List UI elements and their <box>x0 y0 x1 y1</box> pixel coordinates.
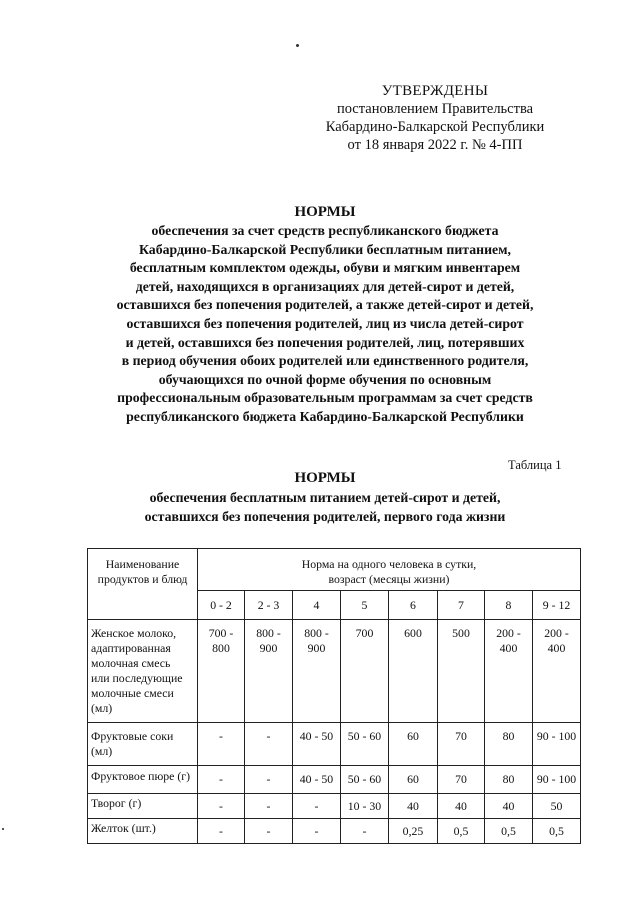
norm-value: 40 <box>485 794 533 819</box>
norm-value <box>485 620 533 723</box>
product-name <box>88 620 198 723</box>
table-header-name <box>88 549 198 620</box>
norm-value: 50 - 60 <box>341 766 389 794</box>
main-norms-line: обучающихся по очной форме обучения по основным <box>158 371 492 387</box>
name-line: молочные смеси <box>91 686 174 700</box>
table-header-norm <box>198 549 581 591</box>
header-line: продуктов и блюд <box>97 572 188 586</box>
norm-value: - <box>198 794 245 819</box>
norm-value <box>198 620 245 723</box>
norm-value: - <box>341 819 389 844</box>
norm-value: - <box>198 766 245 794</box>
scan-dot-mark <box>296 44 299 47</box>
approval-line: Кабардино-Балкарской Республики <box>325 119 545 135</box>
table-row <box>88 794 581 819</box>
norm-value: 60 <box>389 723 438 766</box>
main-norms-title: НОРМЫ <box>294 204 356 220</box>
main-norms-line: оставшихся без попечения родителей, лиц из числа детей-сирот <box>126 315 524 331</box>
norm-value: 70 <box>438 723 485 766</box>
norm-value <box>533 620 581 723</box>
value-line: 600 <box>404 626 422 640</box>
norm-value: 40 - 50 <box>293 766 341 794</box>
name-line: Фруктовые соки <box>91 729 174 743</box>
norm-value: 0,5 <box>438 819 485 844</box>
norm-value: - <box>293 794 341 819</box>
table-norms-title: НОРМЫ <box>294 470 356 486</box>
product-name: Творог (г) <box>88 794 198 819</box>
main-norms-line: и детей, оставшихся без попечения родителей, лиц, потерявших <box>125 334 525 350</box>
norm-value: 50 - 60 <box>341 723 389 766</box>
header-line: Наименование <box>105 557 180 571</box>
norm-value: - <box>245 766 293 794</box>
norm-value: 0,5 <box>485 819 533 844</box>
norm-value: 50 <box>533 794 581 819</box>
main-norms-line: профессиональным образовательным программам за счет средств <box>117 390 533 406</box>
value-line: 200 - <box>496 626 521 640</box>
norm-value: 0,5 <box>533 819 581 844</box>
table-row <box>88 723 581 766</box>
main-norms-subtitle <box>0 222 640 427</box>
value-line: 700 <box>355 626 374 640</box>
value-line: 800 - <box>256 626 281 640</box>
norm-value: 40 - 50 <box>293 723 341 766</box>
product-name: Фруктовое пюре (г) <box>88 766 198 794</box>
norm-value: - <box>198 819 245 844</box>
norm-value <box>438 620 485 723</box>
norm-value <box>341 620 389 723</box>
table-row <box>88 620 581 723</box>
norm-value: 80 <box>485 723 533 766</box>
norm-value: 90 - 100 <box>533 723 581 766</box>
approval-heading: УТВЕРЖДЕНЫ <box>381 83 489 99</box>
norm-value: 80 <box>485 766 533 794</box>
approval-line: от 18 января 2022 г. № 4-ПП <box>347 137 523 153</box>
age-header: 2 - 3 <box>245 591 293 620</box>
value-line: 400 <box>499 641 518 655</box>
norm-value: 40 <box>389 794 438 819</box>
age-header: 4 <box>293 591 341 620</box>
name-line: (мл) <box>91 744 113 758</box>
norm-value: 70 <box>438 766 485 794</box>
norm-value: 90 - 100 <box>533 766 581 794</box>
norm-value: 40 <box>438 794 485 819</box>
name-line: адаптированная <box>91 641 171 655</box>
age-header: 8 <box>485 591 533 620</box>
table-row <box>88 819 581 844</box>
value-line: 800 - <box>304 626 329 640</box>
table-norms-line: обеспечения бесплатным питанием детей-сирот и детей, <box>149 490 501 505</box>
value-line: 900 <box>307 641 326 655</box>
norm-value: - <box>293 819 341 844</box>
header-line: возраст (месяцы жизни) <box>328 572 450 586</box>
main-norms-line: Кабардино-Балкарской Республики бесплатным питанием, <box>138 241 511 257</box>
value-line: 400 <box>547 641 566 655</box>
age-header: 6 <box>389 591 438 620</box>
age-header: 7 <box>438 591 485 620</box>
main-norms-line: обеспечения за счет средств республиканского бюджета <box>151 223 499 238</box>
header-line: Норма на одного человека в сутки, <box>301 557 477 571</box>
table-norms-line: оставшихся без попечения родителей, первого года жизни <box>144 508 506 524</box>
main-norms-line: в период обучения обоих родителей или единственного родителя, <box>121 353 529 369</box>
name-line: или последующие <box>91 671 183 685</box>
norm-value: 10 - 30 <box>341 794 389 819</box>
product-name <box>88 723 198 766</box>
norm-value <box>245 620 293 723</box>
main-norms-line: детей, находящихся в организациях для детей-сирот и детей, <box>135 278 515 294</box>
main-norms-line: оставшихся без попечения родителей, а также детей-сирот и детей, <box>116 297 534 313</box>
value-line: 800 <box>212 641 230 655</box>
value-line: 500 <box>452 626 470 640</box>
product-name: Желток (шт.) <box>88 819 198 844</box>
main-norms-line: бесплатным комплектом одежды, обуви и мягким инвентарем <box>129 260 521 276</box>
norm-value <box>389 620 438 723</box>
main-norms-line: республиканского бюджета Кабардино-Балкарской Республики <box>126 408 524 424</box>
value-line: 900 <box>259 641 278 655</box>
norm-value: - <box>245 819 293 844</box>
table-label: Таблица 1 <box>508 458 562 472</box>
value-line: 200 - <box>544 626 569 640</box>
age-header: 0 - 2 <box>198 591 245 620</box>
age-header: 9 - 12 <box>533 591 581 620</box>
table-row <box>88 766 581 794</box>
value-line: 700 - <box>208 626 234 640</box>
approval-block <box>300 82 570 154</box>
scan-margin-mark <box>2 828 4 830</box>
norm-value: 60 <box>389 766 438 794</box>
norm-value: - <box>245 794 293 819</box>
approval-line: постановлением Правительства <box>336 101 534 117</box>
table-norms-subtitle <box>0 489 640 526</box>
name-line: (мл) <box>91 701 113 715</box>
name-line: Женское молоко, <box>91 626 177 640</box>
norm-value: - <box>245 723 293 766</box>
norm-value: - <box>198 723 245 766</box>
nutrition-norms-table <box>87 548 581 844</box>
norm-value: 0,25 <box>389 819 438 844</box>
norm-value <box>293 620 341 723</box>
age-header: 5 <box>341 591 389 620</box>
name-line: молочная смесь <box>91 656 171 670</box>
